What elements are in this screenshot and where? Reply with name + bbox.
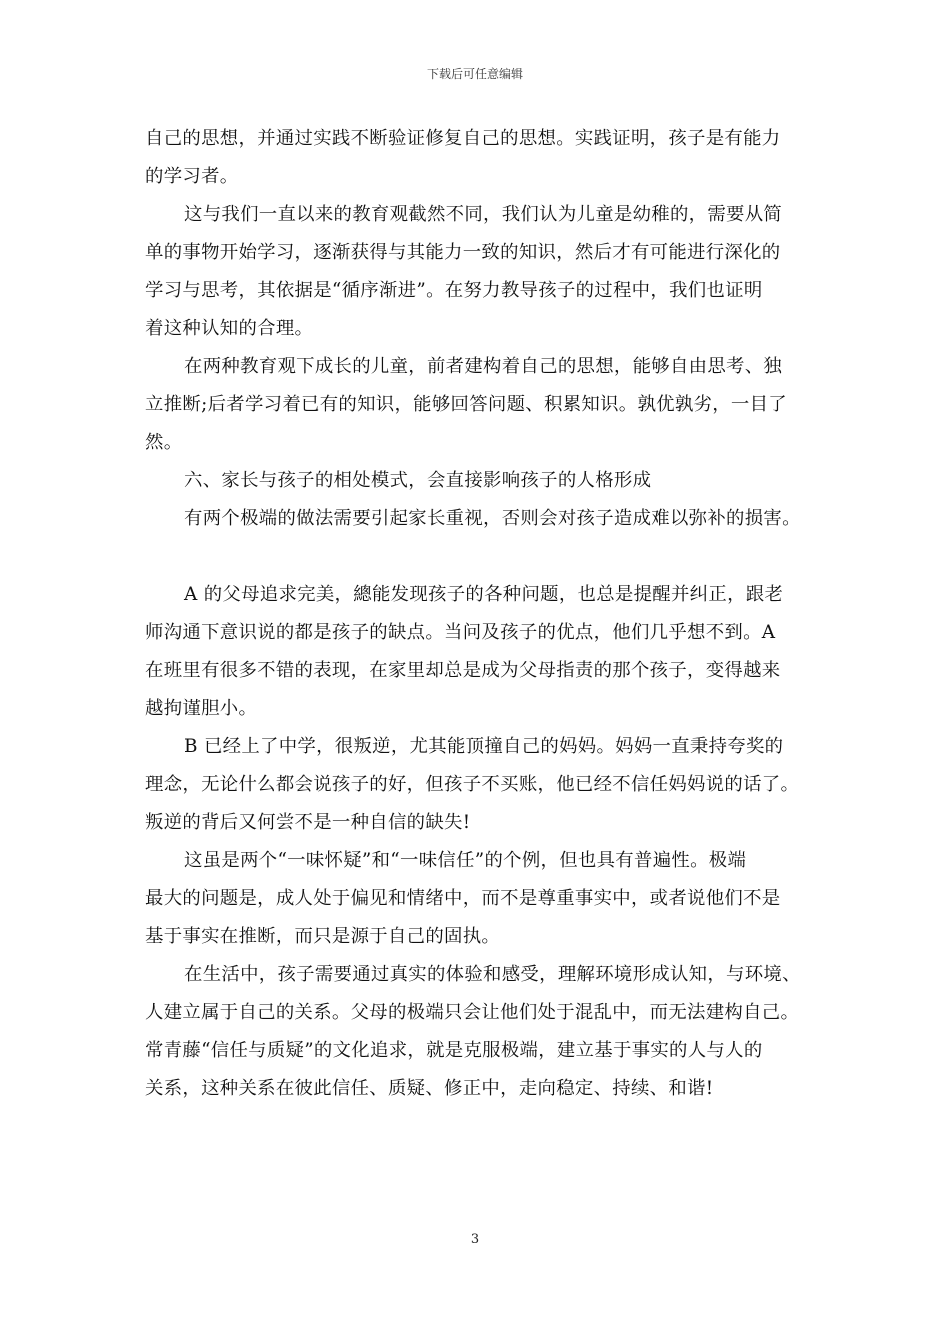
text-line: 人建立属于自己的关系。父母的极端只会让他们处于混乱中，而无法建构自己。 [145, 1002, 800, 1023]
text-line: 这虽是两个“一味怀疑”和“一味信任”的个例，但也具有普遍性。极端 [184, 850, 747, 871]
document-body [145, 120, 807, 1108]
text-line: 在生活中，孩子需要通过真实的体验和感受，理解环境形成认知，与环境、 [184, 964, 801, 985]
text-line: 理念，无论什么都会说孩子的好，但孩子不买账，他已经不信任妈妈说的话了。 [145, 774, 800, 795]
text-line: 师沟通下意识说的都是孩子的缺点。当问及孩子的优点，他们几乎想不到。A [145, 622, 776, 643]
text-line: 然。 [145, 432, 183, 453]
text-line: 在两种教育观下成长的儿童，前者建构着自己的思想，能够自由思考、独 [184, 356, 783, 377]
text-line: 的学习者。 [145, 166, 239, 187]
text-line: 立推断;后者学习着已有的知识，能够回答问题、积累知识。孰优孰劣，一目了 [145, 394, 787, 415]
text-line: 最大的问题是，成人处于偏见和情绪中，而不是尊重事实中，或者说他们不是 [145, 888, 781, 909]
text-line: 着这种认知的合理。 [145, 318, 314, 339]
text-line: 有两个极端的做法需要引起家长重视，否则会对孩子造成难以弥补的损害。 [184, 508, 801, 529]
text-line: 在班里有很多不错的表现，在家里却总是成为父母指责的那个孩子，变得越来 [145, 660, 781, 681]
text-line: B 已经上了中学，很叛逆，尤其能顶撞自己的妈妈。妈妈一直秉持夸奖的 [184, 736, 784, 757]
text-line: A 的父母追求完美，總能发现孩子的各种问题，也总是提醒并纠正，跟老 [184, 584, 784, 605]
text-line: 单的事物开始学习，逐渐获得与其能力一致的知识，然后才有可能进行深化的 [145, 242, 781, 263]
page-number: 3 [470, 1232, 480, 1247]
text-line: 学习与思考，其依据是“循序渐进”。在努力教导孩子的过程中，我们也证明 [145, 280, 763, 301]
text-line: 基于事实在推断，而只是源于自己的固执。 [145, 926, 501, 947]
text-line: 越拘谨胆小。 [145, 698, 258, 719]
text-line: 常青藤“信任与质疑”的文化追求，就是克服极端，建立基于事实的人与人的 [145, 1040, 763, 1061]
text-line: 关系，这种关系在彼此信任、质疑、修正中，走向稳定、持续、和谐! [145, 1078, 714, 1099]
section-heading: 六、家长与孩子的相处模式，会直接影响孩子的人格形成 [184, 470, 652, 491]
page-header: 下载后可任意编辑 [426, 67, 523, 81]
text-line: 自己的思想，并通过实践不断验证修复自己的思想。实践证明，孩子是有能力 [145, 128, 781, 149]
text-line: 叛逆的背后又何尝不是一种自信的缺失! [145, 812, 471, 833]
text-line: 这与我们一直以来的教育观截然不同，我们认为儿童是幼稚的，需要从简 [184, 204, 783, 225]
paragraph-gap [145, 538, 807, 576]
